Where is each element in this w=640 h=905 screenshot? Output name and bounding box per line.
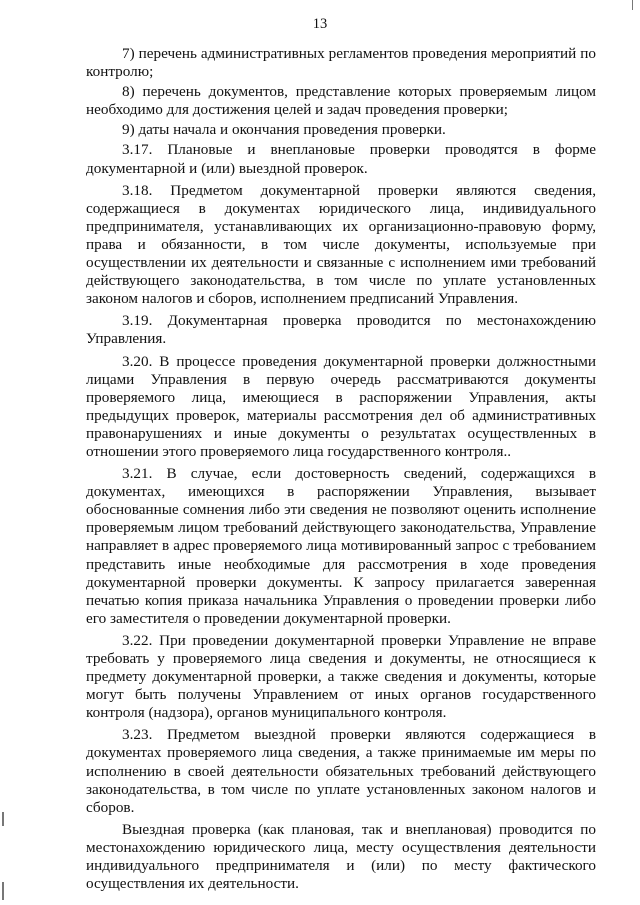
paragraph-3-22: 3.22. При проведении документарной проверки Управление не вправе требовать у проверяемого лица сведения и документы, не относящиеся к предмету документарной проверки, а также сведения и документы, которые могут быть получены Управлением от иных органов государственного контроля (надзора), органов муниципального контроля. (86, 631, 596, 722)
paragraph-3-23: 3.23. Предметом выездной проверки являются содержащиеся в документах проверяемого лица сведения, а также принимаемые им меры по исполнению в своей деятельности обязательных требований действующего законодательства, в том числе по уплате установленных законом налогов и сборов. (86, 726, 596, 816)
scan-edge-mark (632, 0, 633, 10)
paragraph-3-17: 3.17. Плановые и внеплановые проверки проводятся в форме документарной и (или) выездной проверок. (86, 141, 596, 177)
page-number: 13 (312, 16, 328, 32)
scan-edge-mark (2, 812, 4, 826)
scan-edge-mark (2, 882, 4, 900)
paragraph-onsite-inspection: Выездная проверка (как плановая, так и внеплановая) проводится по местонахождению юридического лица, месту осуществления деятельности индивидуального предпринимателя и (или) по месту фактического осуществления их деятельности. (86, 820, 596, 893)
paragraph-item-7: 7) перечень административных регламентов проведения мероприятий по контролю; (86, 45, 596, 81)
paragraph-item-8: 8) перечень документов, представление которых проверяемым лицом необходимо для достижения целей и задач проведения проверки; (86, 83, 596, 119)
paragraph-item-9: 9) даты начала и окончания проведения проверки. (122, 121, 446, 139)
paragraph-3-18: 3.18. Предметом документарной проверки являются сведения, содержащиеся в документах юридического лица, индивидуального предпринимателя, устанавливающих их организационно-правовую форму, права и обязанности, в том числе документы, используемые при осуществлении их деятельности и связанные с исполнением ими требований действующего законодательства, в том числе по уплате установленных законом налогов и сборов, исполнением предписаний Управления. (86, 181, 596, 308)
document-body (86, 45, 596, 893)
paragraph-3-19: 3.19. Документарная проверка проводится по местонахождению Управления. (86, 312, 596, 348)
paragraph-3-21: 3.21. В случае, если достоверность сведений, содержащихся в документах, имеющихся в распоряжении Управления, вызывает обоснованные сомнения либо эти сведения не позволяют оценить исполнение проверяемым лицом требований действующего законодательства, Управление направляет в адрес проверяемого лица мотивированный запрос с требованием представить иные необходимые для рассмотрения в ходе проведения документарной проверки документы. К запросу прилагается заверенная печатью копия приказа начальника Управления о проведении проверки либо его заместителя о проведении документарной проверки. (86, 465, 596, 627)
paragraph-3-20: 3.20. В процессе проведения документарной проверки должностными лицами Управления в первую очередь рассматриваются документы проверяемого лица, имеющиеся в распоряжении Управления, акты предыдущих проверок, материалы рассмотрения дел об административных правонарушениях и иные документы о результатах осуществленных в отношении этого проверяемого лица государственного контроля.. (86, 352, 596, 460)
